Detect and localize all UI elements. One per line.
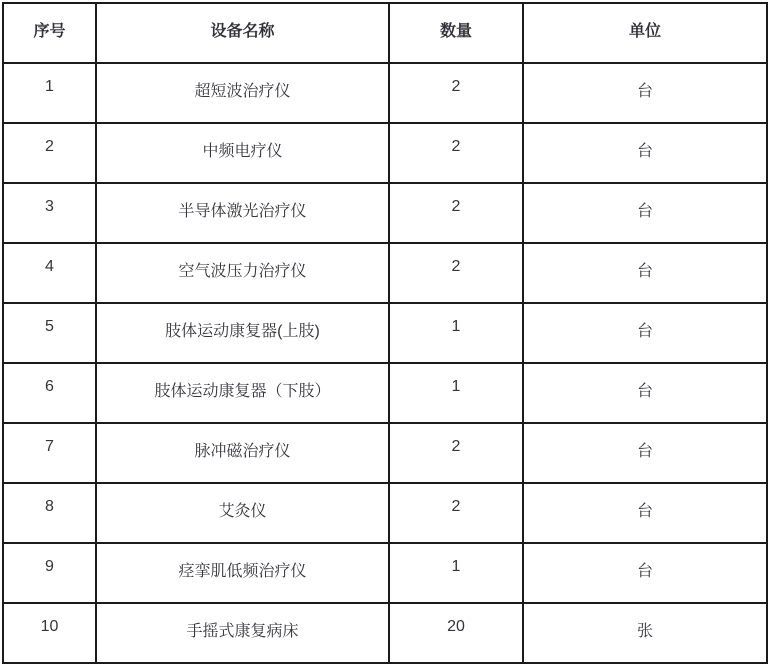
unit-cell: 张 <box>523 603 767 663</box>
quantity-cell: 1 <box>389 303 523 363</box>
equipment-name-cell: 痉挛肌低频治疗仪 <box>96 543 389 603</box>
header-quantity: 数量 <box>389 3 523 63</box>
quantity-cell: 2 <box>389 243 523 303</box>
equipment-name-cell: 半导体激光治疗仪 <box>96 183 389 243</box>
equipment-name-cell: 肢体运动康复器(上肢) <box>96 303 389 363</box>
row-index-cell: 5 <box>3 303 96 363</box>
equipment-name-cell: 超短波治疗仪 <box>96 63 389 123</box>
equipment-name-cell: 空气波压力治疗仪 <box>96 243 389 303</box>
unit-cell: 台 <box>523 363 767 423</box>
quantity-cell: 2 <box>389 183 523 243</box>
equipment-name-cell: 脉冲磁治疗仪 <box>96 423 389 483</box>
quantity-cell: 2 <box>389 483 523 543</box>
unit-cell: 台 <box>523 183 767 243</box>
quantity-cell: 2 <box>389 63 523 123</box>
table-header-row <box>3 3 767 63</box>
row-index-cell: 1 <box>3 63 96 123</box>
table-row <box>3 363 767 423</box>
table-row <box>3 63 767 123</box>
row-index-cell: 4 <box>3 243 96 303</box>
header-equipment-name: 设备名称 <box>96 3 389 63</box>
equipment-name-cell: 中频电疗仪 <box>96 123 389 183</box>
unit-cell: 台 <box>523 423 767 483</box>
quantity-cell: 20 <box>389 603 523 663</box>
row-index-cell: 8 <box>3 483 96 543</box>
unit-cell: 台 <box>523 123 767 183</box>
row-index-cell: 2 <box>3 123 96 183</box>
header-index: 序号 <box>3 3 96 63</box>
row-index-cell: 6 <box>3 363 96 423</box>
unit-cell: 台 <box>523 243 767 303</box>
header-unit: 单位 <box>523 3 767 63</box>
row-index-cell: 3 <box>3 183 96 243</box>
table-row <box>3 243 767 303</box>
equipment-name-cell: 手摇式康复病床 <box>96 603 389 663</box>
row-index-cell: 7 <box>3 423 96 483</box>
quantity-cell: 2 <box>389 423 523 483</box>
row-index-cell: 9 <box>3 543 96 603</box>
equipment-table-body <box>3 63 767 663</box>
table-row <box>3 183 767 243</box>
unit-cell: 台 <box>523 303 767 363</box>
equipment-name-cell: 艾灸仪 <box>96 483 389 543</box>
unit-cell: 台 <box>523 63 767 123</box>
equipment-name-cell: 肢体运动康复器（下肢） <box>96 363 389 423</box>
table-row <box>3 123 767 183</box>
equipment-table <box>2 2 768 664</box>
table-row <box>3 303 767 363</box>
quantity-cell: 1 <box>389 543 523 603</box>
unit-cell: 台 <box>523 483 767 543</box>
table-row <box>3 603 767 663</box>
quantity-cell: 2 <box>389 123 523 183</box>
unit-cell: 台 <box>523 543 767 603</box>
table-row <box>3 423 767 483</box>
row-index-cell: 10 <box>3 603 96 663</box>
table-row <box>3 543 767 603</box>
table-row <box>3 483 767 543</box>
quantity-cell: 1 <box>389 363 523 423</box>
